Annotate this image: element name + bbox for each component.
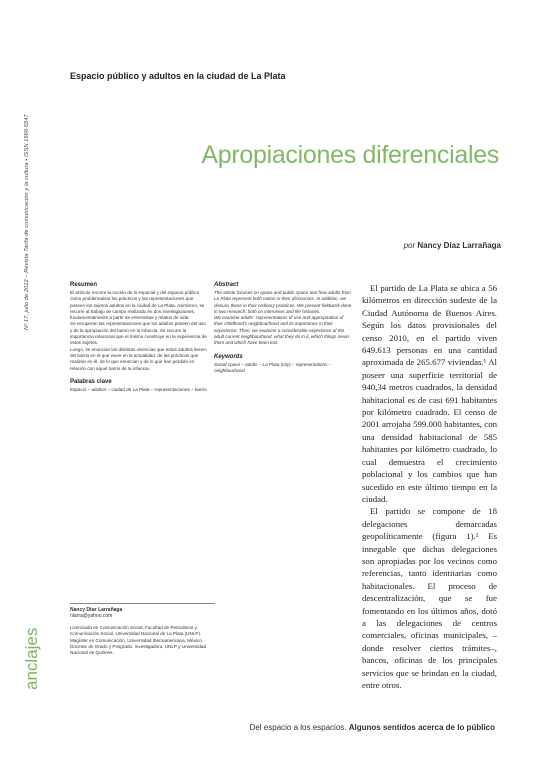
body-paragraph: El partido se compone de 18 delegaciones demarcadas geopolíticamente (figura 1).² Es innegable que dichas delegaciones son apropiadas por los vecinos como referencias, tanto identitarias como habitacionales. El proceso de descentralización, que se fue fomentando en los últimos años, dotó a las delegaciones de centros comerciales, oficinas municipales, –donde resolver ciertos trámites–, bancos, oficinas de los principales servicios que se brindan en la ciudad, entre otros. [362,506,497,690]
brand-logo [20,627,50,690]
running-footer [250,723,495,732]
keywords-heading: Keywords [214,353,243,360]
abstract-column [214,282,352,374]
resumen-column [70,282,208,393]
palabras-clave-text: Espacio – adultos – ciudad de La Plata – representaciones – barrio [70,386,207,392]
resumen-paragraph: Se recuperan las representaciones que los adultos poseen del uso y de la apropiación del barrio en la infancia. Se recurre la importancia relacional que el mismo construye en la experiencia de estos sujetos. [70,321,207,346]
abstract-heading: Abstract [214,282,239,288]
keywords-text: Social space – adults – La Plata (city) – representations – neighbourhood [214,361,332,373]
author-box [70,603,215,656]
journal-meta-text: Nº 17, julio de 2012 – Revista Tarifa de comunicación y la cultura • ISSN 1668-5547 [24,114,30,330]
resumen-paragraph: El artículo recorre la noción de lo espacial y del espacio público como problematizar los prácticos y las representaciones que poseen los sujetos adultos en la ciudad de La Plata. Asimismo, se recurre al trabajo de campo realizado en dos investigaciones, fundamentalmente a partir de entrevistas y relatos de vida. [70,290,205,321]
abstract-paragraph: The article focuses on space and public space and how adults from La Plata represent both notion in their discourses. In addition, we discuss these in their ordinary practices. We present fieldwork done in two research: both on interviews and life histories. [214,290,352,314]
byline-prefix: por [403,241,416,250]
running-head: Espacio público y adultos en la ciudad de La Plata [70,71,286,81]
footer-part1: Del espacio a los espacios. [249,723,347,732]
author-name: Nancy Díaz Larrañaga [70,607,123,613]
byline-author: Nancy Díaz Larrañaga [417,241,501,250]
footer-part2: Algunos sentidos acerca de lo público [348,723,495,732]
resumen-heading: Resumen [70,282,98,288]
palabras-clave-heading: Palabras clave [70,378,112,385]
body-paragraph: El partido de La Plata se ubica a 56 kilómetros en dirección sudeste de la Ciudad Autónoma de Buenos Aires. Según los datos provisionales del censo 2010, en el partido viven 649.613 personas en una cantidad aproximada de 265.677 viviendas.¹ Al poseer una superficie territorial de 940,34 metros cuadrados, la densidad habitacional es de casi 691 habitantes por kilómetro cuadrado. El censo de 2001 arrojaba 599.000 habitantes, con una densidad habitacional de 585 habitantes por kilómetro cuadrado, lo cual demuestra el crecimiento poblacional y los cambios que han sucedido en este último tiempo en la ciudad. [362,283,497,504]
brand-text: anclajes [22,627,41,690]
journal-meta [24,70,38,330]
author-email: nlarra@yahoo.com [70,613,113,619]
author-bio: Licenciada en Comunicación Social, Facultad de Periodismo y Comunicación Social, Universidad Nacional de La Plata (UNLP). Magíster en Comunicación, Universidad Iberoamericana, México. Docente de Grado y Posgrado. Investigadora, UNLP y Universidad Nacional de Quilmes. [70,625,207,656]
article-title: Apropiaciones diferenciales [201,141,499,169]
resumen-paragraph: Luego, se enuncian las distintas vivencias que estos adultos tienen del barrio en el que viven en la actualidad, de las prácticas que realizan en él, de lo que enuncian y de lo que han perdido en relación con aquel barrio de la infancia. [70,346,207,371]
body-text [362,282,497,691]
byline [404,241,501,250]
abstract-paragraph: We examine adults´ representations of use and appropriation of their childhood's neighbourhood and its importance in their experience. Then, we examine a considerable experience of the adult current neighbourhood, what they do in it, which things mean them and which have been lost. [214,315,350,346]
